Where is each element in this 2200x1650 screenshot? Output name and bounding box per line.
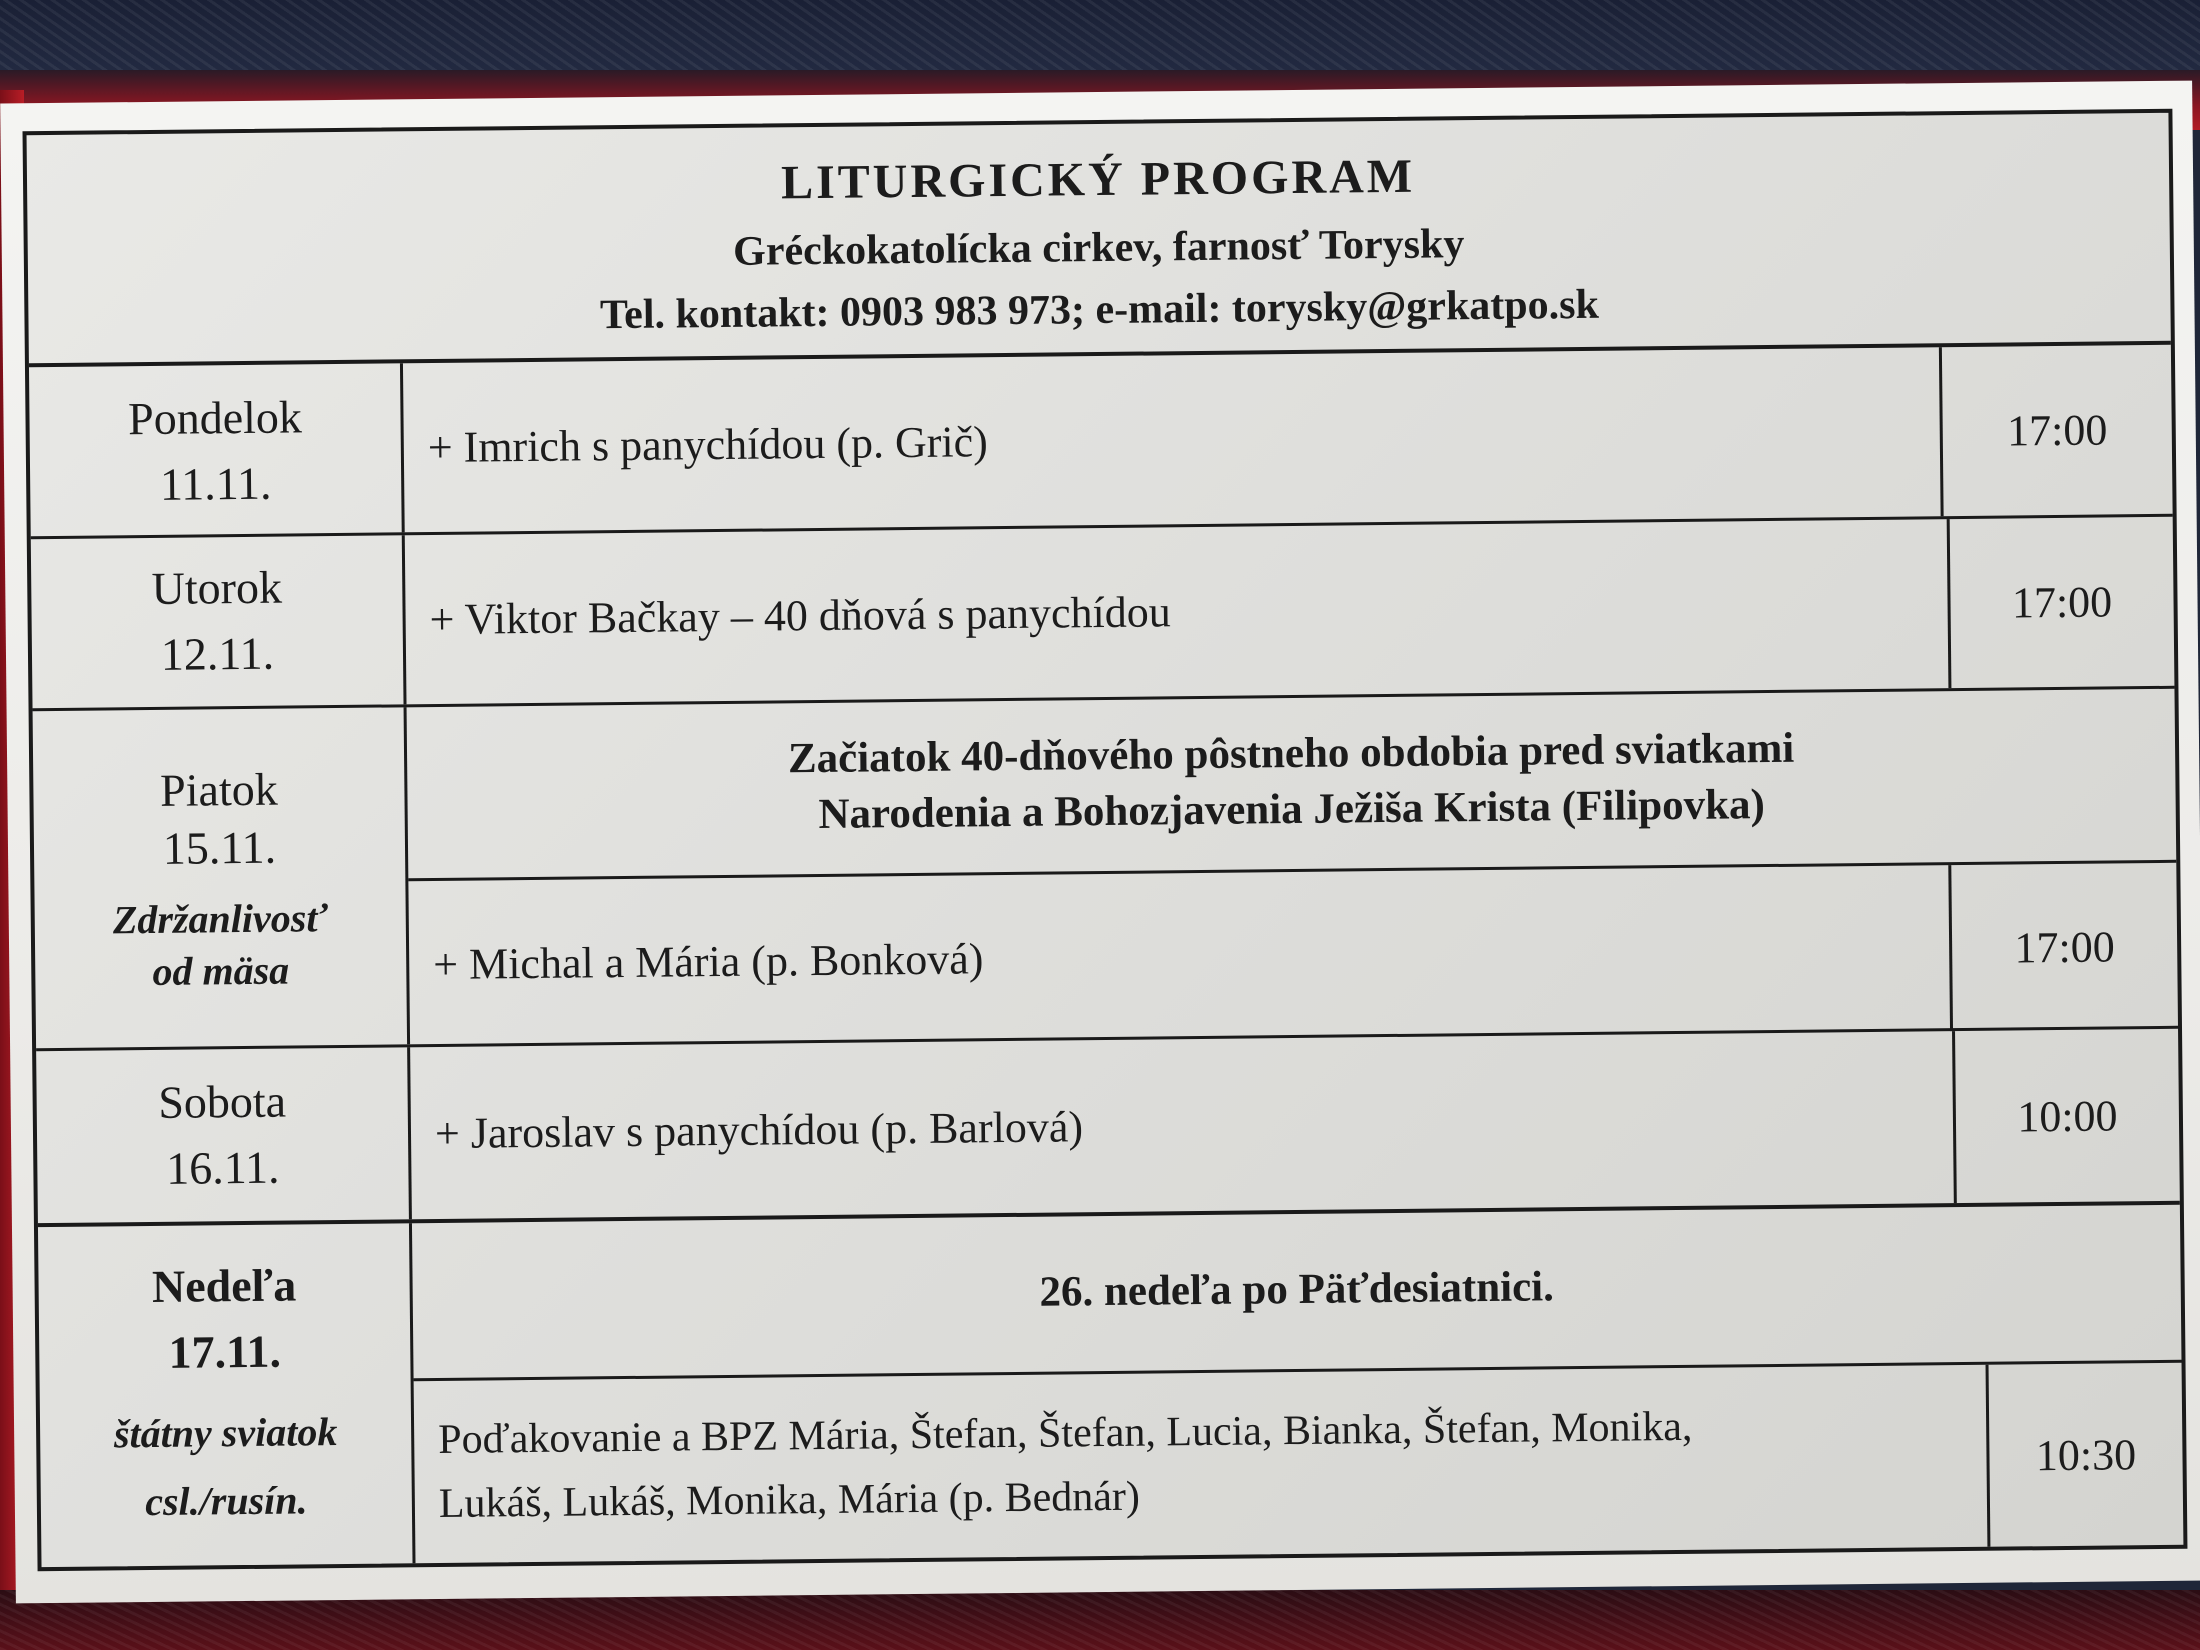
feast-announcement bbox=[407, 689, 2177, 882]
intention-line: Poďakovanie a BPZ Mária, Štefan, Štefan, Lucia, Bianka, Štefan, Monika, bbox=[437, 1403, 1693, 1464]
day-date: 12.11. bbox=[160, 627, 275, 680]
schedule-table bbox=[22, 109, 2187, 1571]
day-cell bbox=[33, 707, 411, 1048]
fasting-note-line2: od mäsa bbox=[152, 947, 290, 994]
page-title: LITURGICKÝ PROGRAM bbox=[780, 149, 1416, 210]
program-card bbox=[0, 81, 2200, 1604]
day-date: 15.11. bbox=[162, 821, 277, 874]
table-header bbox=[27, 113, 2171, 367]
day-name: Nedeľa bbox=[151, 1259, 297, 1312]
day-name: Utorok bbox=[151, 561, 283, 614]
mass-time: 10:30 bbox=[1986, 1363, 2184, 1547]
intention-line: Lukáš, Lukáš, Monika, Mária (p. Bednár) bbox=[438, 1473, 1141, 1527]
mass-intention: + Jaroslav s panychídou (p. Barlová) bbox=[434, 1101, 1084, 1158]
day-date: 16.11. bbox=[165, 1141, 280, 1194]
schedule-row-tuesday bbox=[31, 517, 2175, 711]
day-name: Sobota bbox=[158, 1075, 287, 1128]
feast-line: 26. nedeľa po Päťdesiatnici. bbox=[1039, 1263, 1555, 1316]
schedule-row-friday bbox=[33, 689, 2178, 1051]
schedule-row-monday bbox=[29, 345, 2173, 539]
mass-time: 10:00 bbox=[1952, 1029, 2180, 1203]
contact-info: Tel. kontakt: 0903 983 973; e-mail: torysky@grkatpo.sk bbox=[599, 281, 1600, 339]
day-cell bbox=[31, 535, 407, 708]
mass-intention: + Viktor Bačkay – 40 dňová s panychídou bbox=[429, 587, 1171, 645]
feast-announcement bbox=[412, 1205, 2182, 1382]
mass-intention: + Imrich s panychídou (p. Grič) bbox=[427, 417, 989, 473]
parish-name: Gréckokatolícka cirkev, farnosť Torysky bbox=[732, 221, 1465, 275]
day-date: 17.11. bbox=[168, 1325, 282, 1378]
mass-time: 17:00 bbox=[1947, 517, 2175, 688]
schedule-row-saturday bbox=[36, 1029, 2180, 1227]
fasting-note: Zdržanlivosť bbox=[112, 895, 328, 943]
day-cell bbox=[29, 363, 405, 536]
day-cell bbox=[38, 1223, 416, 1567]
day-name: Piatok bbox=[159, 763, 278, 816]
feast-line: Narodenia a Bohozjavenia Ježiša Krista (Filipovka) bbox=[818, 781, 1766, 838]
feast-line: Začiatok 40-dňového pôstneho obdobia pred sviatkami bbox=[787, 724, 1795, 783]
mass-intention bbox=[414, 1365, 1988, 1563]
mass-time: 17:00 bbox=[1948, 863, 2178, 1031]
mass-time: 17:00 bbox=[1939, 345, 2173, 516]
mass-intention: + Michal a Mária (p. Bonková) bbox=[432, 933, 984, 989]
holiday-note: štátny sviatok bbox=[113, 1409, 338, 1457]
day-cell bbox=[36, 1047, 412, 1223]
day-date: 11.11. bbox=[159, 457, 272, 510]
day-name: Pondelok bbox=[127, 391, 303, 445]
liturgy-language-note: csl./rusín. bbox=[144, 1477, 308, 1525]
schedule-row-sunday bbox=[38, 1205, 2183, 1567]
